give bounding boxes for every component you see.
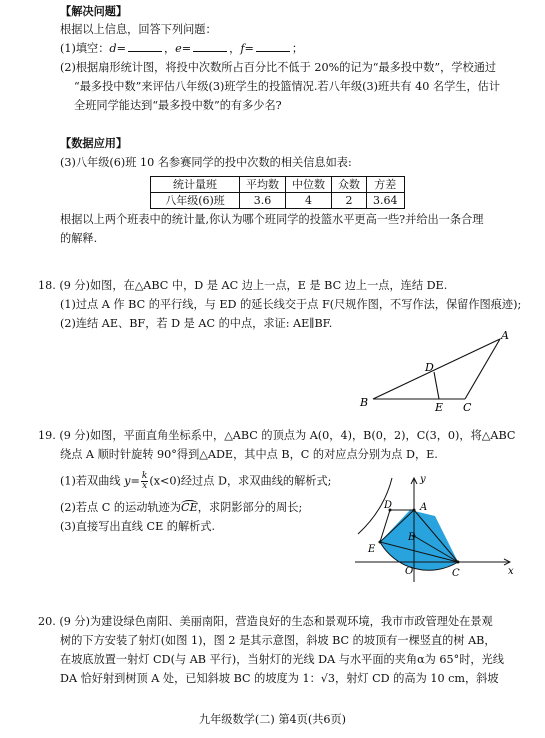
point-label-c: C xyxy=(463,401,472,414)
q19-part2: (2)若点 C 的运动轨迹为CE，求阴影部分的周长; xyxy=(60,501,303,514)
table-header: 中位数 xyxy=(286,177,332,193)
answer-blank-f[interactable] xyxy=(256,41,290,52)
table-header: 方差 xyxy=(367,177,405,193)
table-header: 众数 xyxy=(332,177,367,193)
table-header: 统计量班 xyxy=(151,177,240,193)
q19-line1: 19. (9 分)如图，平面直角坐标系中，△ABC 的顶点为 A(0，4)，B(0，2)，C(3，0)，将△ABC xyxy=(38,429,516,442)
q19-part1: (1)若双曲线 y= $\frac{k}{x}$ (x<0)经过点 D，求双曲线的解析式; xyxy=(60,471,332,491)
point-label-b: B xyxy=(360,396,369,409)
point-label-b: B xyxy=(408,532,416,543)
table-cell: 3.6 xyxy=(240,193,286,209)
q18-line1: 18. (9 分)如图，在△ABC 中，D 是 AC 边上一点，E 是 BC 边上一点，连结 DE. xyxy=(38,279,448,292)
question-3: (3)八年级(6)班 10 名参赛同学的投中次数的相关信息如表: xyxy=(60,156,352,169)
point-label-d: D xyxy=(425,361,434,374)
coordinate-figure xyxy=(350,470,520,585)
q20-line2: 树的下方安装了射灯(如图 1)，图 2 是其示意图，斜坡 BC 的坡顶有一棵竖直的树 AB， xyxy=(60,634,496,647)
q18-line3: (2)连结 AE、BF，若 D 是 AC 的中点，求证: AE∥BF. xyxy=(60,317,333,330)
question-1: (1)填空：d= ，e= ，f= ； xyxy=(60,42,304,55)
table-cell: 3.64 xyxy=(367,193,405,209)
axis-label-y: y xyxy=(420,474,426,485)
table-header-row xyxy=(151,177,405,193)
point-label-e: E xyxy=(368,544,376,555)
solve-intro: 根据以上信息，回答下列问题： xyxy=(60,23,217,36)
arc-ce: CE xyxy=(181,501,198,514)
apply-followup-line1: 根据以上两个班表中的统计量,你认为哪个班同学的投篮水平更高一些?并给出一条合理 xyxy=(60,213,484,226)
question-2-line2: “最多投中数”来评估八年级(3)班学生的投篮情况.若八年级(3)班共有 40 名学生，估计 xyxy=(74,80,501,93)
triangle-figure xyxy=(355,325,515,420)
q1-f-label: f= xyxy=(240,42,254,55)
table-cell: 2 xyxy=(332,193,367,209)
hyperbola-fraction: $\frac{k}{x}$ xyxy=(141,471,148,491)
table-cell: 八年级(6)班 xyxy=(151,193,240,209)
answer-blank-d[interactable] xyxy=(128,41,162,52)
solve-heading: 【解决问题】 xyxy=(60,4,128,18)
answer-blank-e[interactable] xyxy=(193,41,227,52)
apply-heading: 【数据应用】 xyxy=(60,136,128,150)
q18-line2: (1)过点 A 作 BC 的平行线，与 ED 的延长线交于点 F(尺规作图，不写作法，保留作图痕迹); xyxy=(60,298,522,311)
page-footer: 九年级数学(二) 第4页(共6页) xyxy=(198,713,347,726)
table-cell: 4 xyxy=(286,193,332,209)
q1-d-label: d= xyxy=(109,42,126,55)
q20-line3: 在坡底放置一射灯 CD(与 AB 平行)，当射灯的光线 DA 与水平面的夹角α为 65°时，光线 xyxy=(60,653,504,666)
origin-label: O xyxy=(405,566,414,577)
question-2-line3: 全班同学能达到“最多投中数”的有多少名? xyxy=(74,99,282,112)
q19-line2: 绕点 A 顺时针旋转 90°得到△ADE，其中点 B，C 的对应点分别为点 D，E. xyxy=(60,448,438,461)
question-2-line1: (2)根据扇形统计图，将投中次数所占百分比不低于 20%的记为“最多投中数”，学校通过 xyxy=(60,61,497,74)
point-label-a: A xyxy=(501,329,509,342)
statistics-table xyxy=(150,176,405,209)
apply-followup-line2: 的解释. xyxy=(60,232,98,245)
table-header: 平均数 xyxy=(240,177,286,193)
q19-part3: (3)直接写出直线 CE 的解析式. xyxy=(60,520,216,533)
q20-line4: DA 恰好射到树顶 A 处，已知斜坡 BC 的坡度为 1：√3，射灯 CD 的高为 10 cm，斜坡 xyxy=(60,672,499,685)
point-label-a: A xyxy=(420,502,428,513)
q1-prefix: (1)填空： xyxy=(60,42,110,55)
axis-label-x: x xyxy=(508,566,514,577)
point-label-e: E xyxy=(435,401,444,414)
point-label-d: D xyxy=(384,500,393,511)
table-row xyxy=(151,193,405,209)
q1-e-label: e= xyxy=(175,42,192,55)
q20-line1: 20. (9 分)为建设绿色南阳、美丽南阳，营造良好的生态和景观环境，我市市政管理处在景观 xyxy=(38,615,493,628)
point-label-c: C xyxy=(452,568,460,579)
